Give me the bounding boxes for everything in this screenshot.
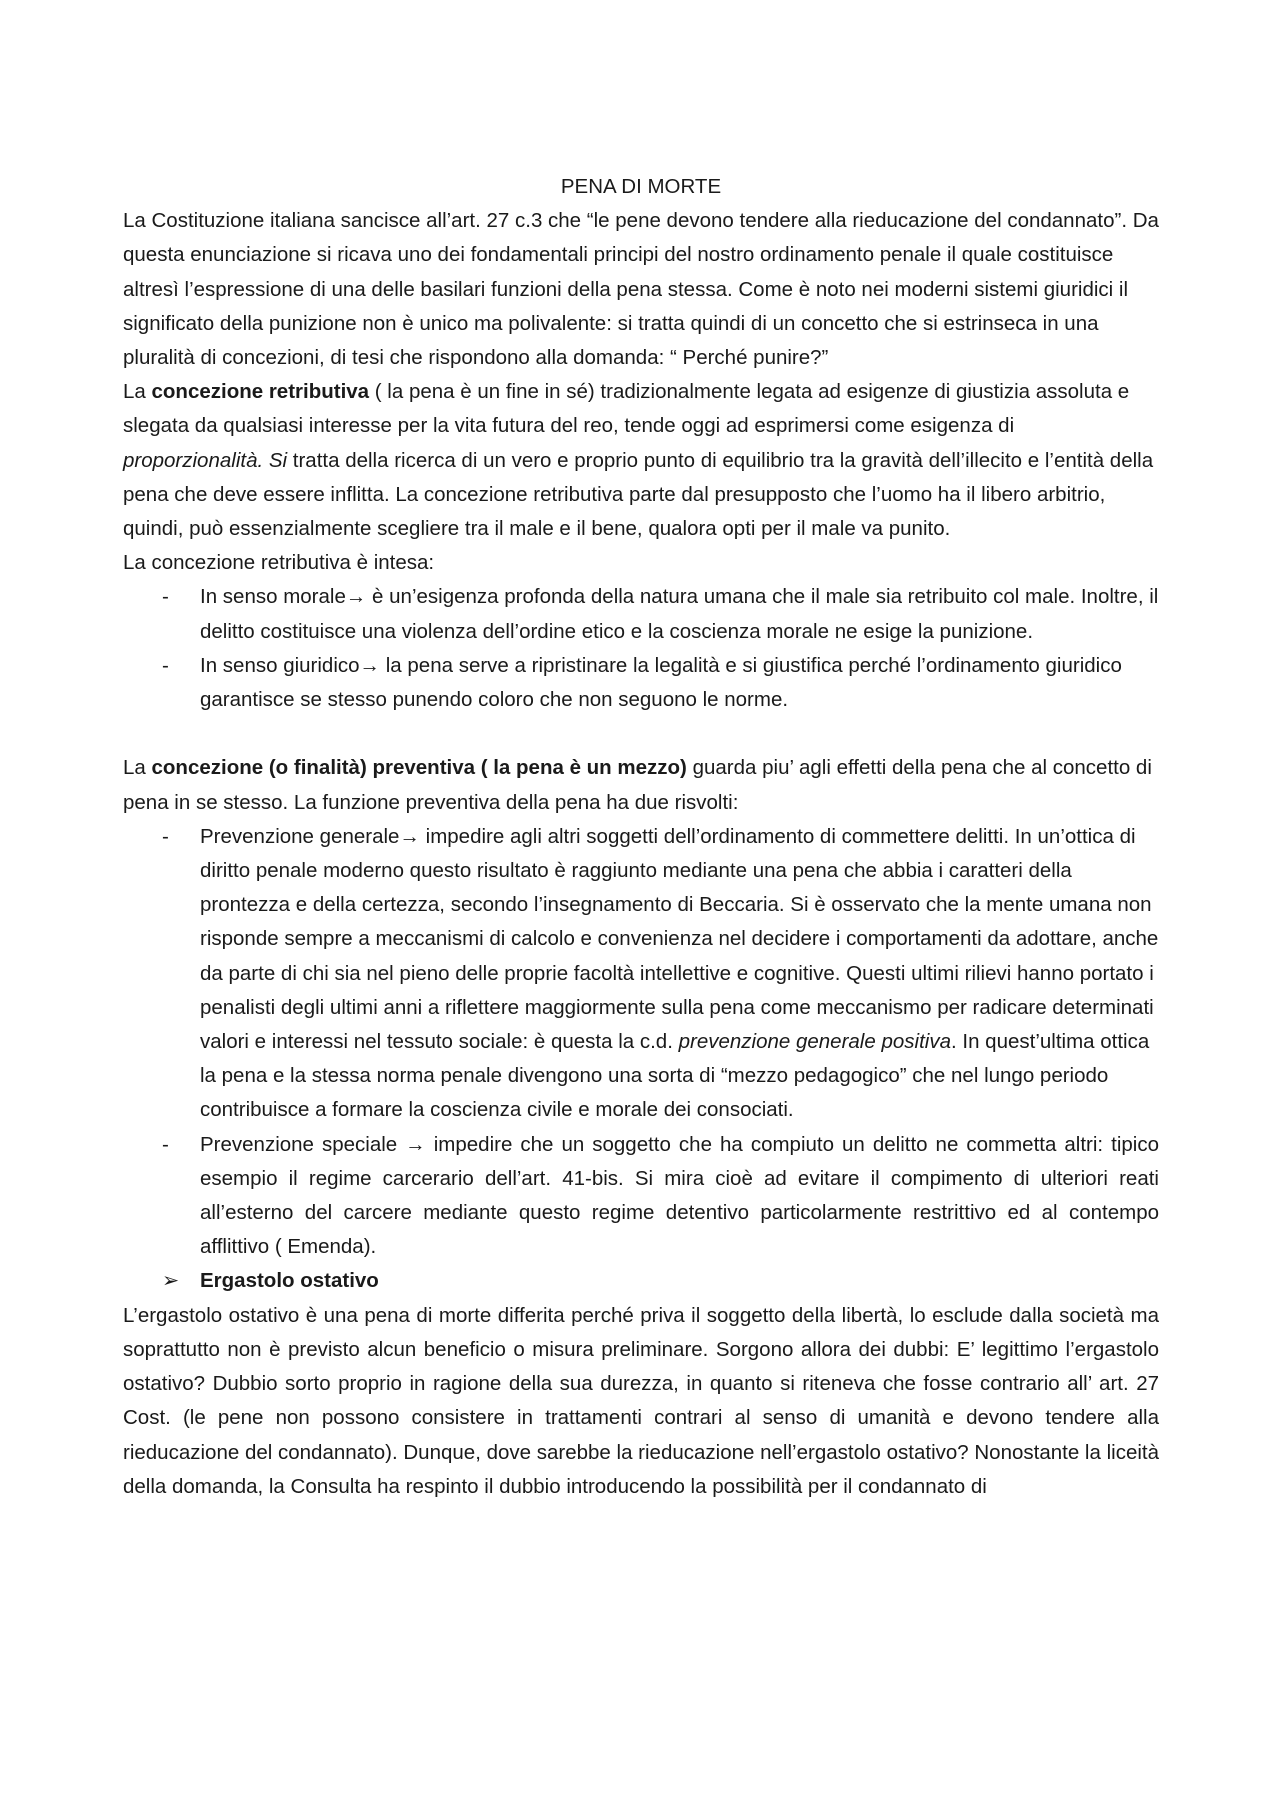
item-lead: Prevenzione generale [200, 824, 400, 848]
item-text: . In quest’ultima ottica la pena e la stessa norma penale divengono una sorta di “mezzo pedagogico” che nel lungo periodo contribuisce a formare la coscienza civile e morale dei consociati. [200, 1030, 1150, 1122]
arrowhead-bullet-icon: ➢ [162, 1269, 180, 1293]
item-lead: Prevenzione speciale [200, 1132, 406, 1156]
text-run: La [123, 380, 152, 404]
page-title: PENA DI MORTE [560, 175, 722, 198]
text-run: ( la pena è un fine in sé) tradizionalmente legata ad esigenze di giustizia assoluta e slegata da qualsiasi interesse per la vita futura del reo, tende oggi ad esprimersi come esigenza di [123, 380, 1130, 438]
bold-term: concezione (o finalità) preventiva ( la pena è un mezzo) [151, 756, 687, 780]
item-text: è un’esigenza profonda della natura umana che il male sia retribuito col male. Inoltre, il delitto costituisce una violenza dell’ordine etico e la coscienza morale ne esige la punizione. [200, 585, 1159, 643]
list-item [123, 1128, 1159, 1265]
document-body [123, 170, 1159, 1504]
heading-text: Ergastolo ostativo [200, 1269, 379, 1293]
text-run: tratta della ricerca di un vero e proprio punto di equilibrio tra la gravità dell’illecito e l’entità della pena che deve essere inflitta. La concezione retributiva parte dal presupposto che l’uomo ha il libero arbitrio, quindi, può essenzialmente scegliere tra il male e il bene, qualora opti per il male va punito. [123, 448, 1154, 541]
item-lead: In senso morale [200, 585, 346, 609]
intro-paragraph: La Costituzione italiana sancisce all’art. 27 c.3 che “le pene devono tendere alla rieducazione del condannato”. Da questa enunciazione si ricava uno dei fondamentali principi del nostro ordinamento penale il quale costituisce altresì l’espressione di una delle basilari funzioni della pena stessa. Come è noto nei moderni sistemi giuridici il significato della punizione non è unico ma polivalente: si tratta quindi di un concetto che si estrinseca in una pluralità di concezioni, di tesi che rispondono alla domanda: “ Perché punire?” [123, 209, 1159, 370]
arrow-right-icon: → [345, 585, 367, 609]
text-run: guarda piu’ agli effetti della pena che al concetto di pena in se stesso. La funzione preventiva della pena ha due risvolti: [123, 756, 1152, 814]
bold-term: concezione retributiva [151, 380, 370, 404]
dash-bullet: - [162, 585, 169, 609]
preventive-paragraph [123, 751, 1159, 819]
item-text: la pena serve a ripristinare la legalità e si giustifica perché l’ordinamento giuridico garantisce se stesso punendo coloro che non seguono le norme. [200, 653, 1122, 712]
section-heading [123, 1264, 1159, 1298]
dash-bullet: - [162, 1132, 169, 1156]
ergastolo-paragraph: L’ergastolo ostativo è una pena di morte differita perché priva il soggetto della libertà, lo esclude dalla società ma soprattutto non è previsto alcun beneficio o misura preliminare. Sorgono allora dei dubbi: E’ legittimo l’ergastolo ostativo? Dubbio sorto proprio in ragione della sua durezza, in quanto si riteneva che fosse contrario all’ art. 27 Cost. (le pene non possono consistere in trattamenti contrari al senso di umanità e devono tendere alla rieducazione del condannato). Dunque, dove sarebbe la rieducazione nell’ergastolo ostativo? Nonostante la liceità della domanda, la Consulta ha respinto il dubbio introducendo la possibilità per il condannato di [123, 1303, 1159, 1498]
retributive-list [123, 580, 1159, 717]
italic-term: proporzionalità. Si [123, 448, 288, 472]
arrow-right-icon: → [399, 824, 420, 848]
arrow-right-icon: → [405, 1132, 426, 1156]
retributive-intro: La concezione retributiva è intesa: [123, 551, 435, 575]
preventive-list [123, 820, 1159, 1265]
text-run: La [123, 756, 152, 780]
dash-bullet: - [162, 824, 169, 848]
list-item [123, 580, 1159, 648]
blank-line [123, 717, 1159, 751]
dash-bullet: - [162, 653, 169, 677]
retributive-paragraph [123, 375, 1159, 546]
italic-term: prevenzione generale positiva [678, 1030, 951, 1054]
list-item [123, 649, 1159, 717]
item-lead: In senso giuridico [200, 653, 360, 677]
arrow-right-icon: → [359, 653, 381, 677]
item-text: impedire agli altri soggetti dell’ordinamento di commettere delitti. In un’ottica di diritto penale moderno questo risultato è raggiunto mediante una pena che abbia i caratteri della prontezza e della certezza, secondo l’insegnamento di Beccaria. Si è osservato che la mente umana non risponde sempre a meccanismi di calcolo e convenienza nel decidere i comportamenti da adottare, anche da parte di chi sia nel pieno delle proprie facoltà intellettive e cognitive. Questi ultimi rilievi hanno portato i penalisti degli ultimi anni a riflettere maggiormente sulla pena come meccanismo per radicare determinati valori e interessi nel tessuto sociale: è questa la c.d. [200, 824, 1159, 1054]
item-text: impedire che un soggetto che ha compiuto un delitto ne commetta altri: tipico esempio il regime carcerario dell’art. 41-bis. Si mira cioè ad evitare il compimento di ulteriori reati all’esterno del carcere mediante questo regime detentivo particolarmente restrittivo ed al contempo afflittivo ( Emenda). [200, 1132, 1159, 1259]
list-item [123, 820, 1159, 1128]
